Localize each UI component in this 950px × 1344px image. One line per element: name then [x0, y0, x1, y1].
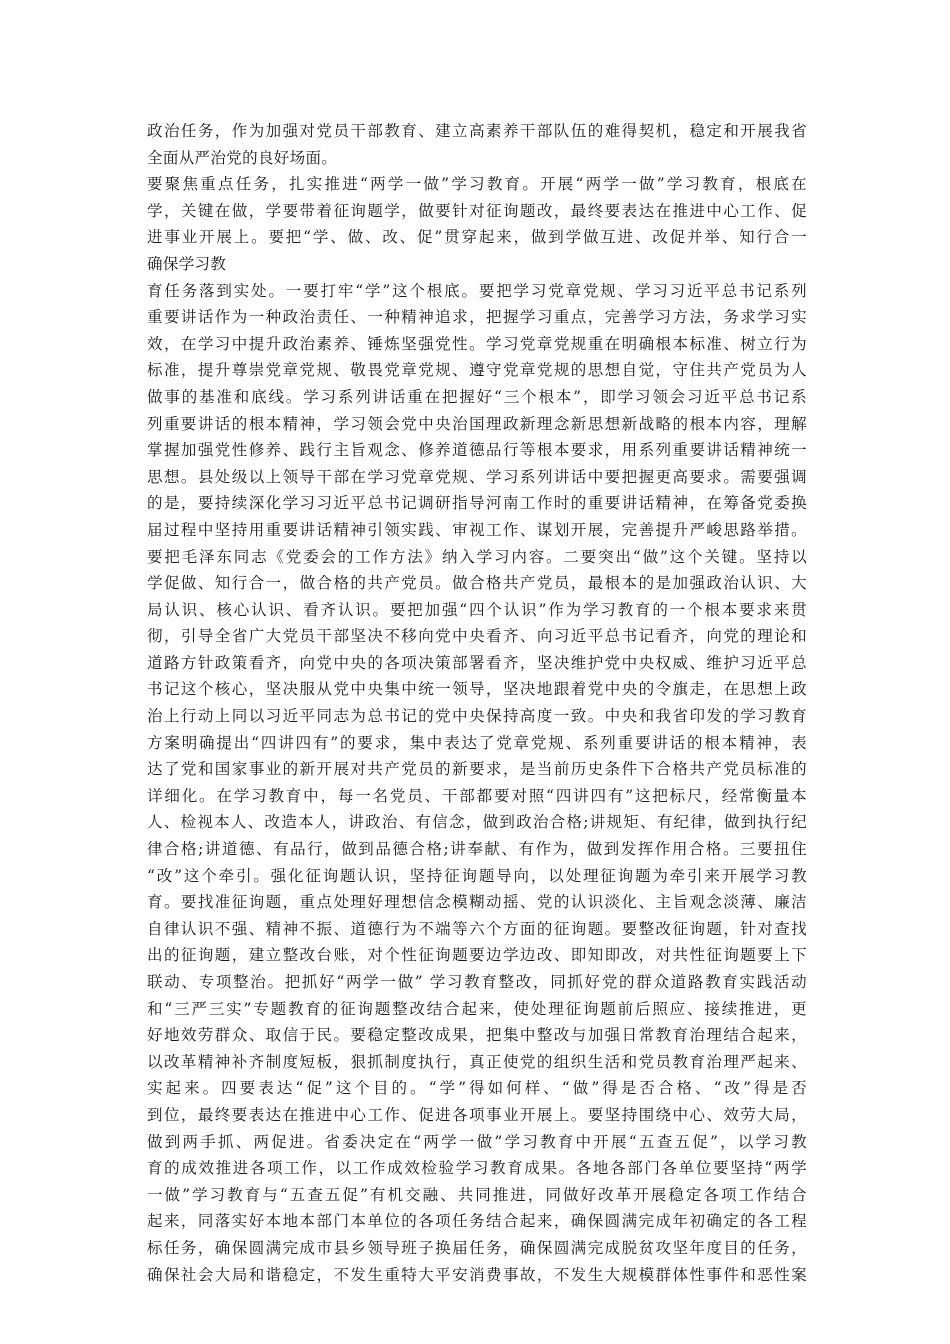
text-line: 的是，要持续深化学习习近平总书记调研指导河南工作时的重要讲话精神，在筹备党委换	[147, 494, 807, 513]
text-line: 起来，同落实好本地本部门本单位的各项任务结合起来，确保圆满完成年初确定的各工程	[147, 1212, 807, 1231]
text-line: 学促做、知行合一，做合格的共产党员。做合格共产党员，最根本的是加强政治认识、大	[147, 574, 807, 593]
text-line: 以改革精神补齐制度短板，狠抓制度执行，真正使党的组织生活和党员教育治理严起来、	[147, 1052, 807, 1071]
text-line: 达了党和国家事业的新开展对共产党员的新要求，是当前历史条件下合格共产党员标准的	[147, 760, 807, 779]
text-line: 届过程中坚持用重要讲话精神引领实践、审视工作、谋划开展，完善提升严峻思路举措。	[147, 520, 807, 539]
text-line: 自律认识不强、精神不振、道德行为不端等六个方面的征询题。要整改征询题，针对查找	[147, 919, 807, 938]
text-line: 效，在学习中提升政治素养、锤炼坚强党性。学习党章党规重在明确根本标准、树立行为	[147, 334, 807, 353]
text-line: 出的征询题，建立整改台账，对个性征询题要边学边改、即知即改，对共性征询题要上下	[147, 946, 807, 965]
text-line: 掌握加强党性修养、践行主旨观念、修养道德品行等根本要求，用系列重要讲话精神统一	[147, 441, 807, 460]
document-body	[147, 118, 807, 1288]
text-line: 详细化。在学习教育中，每一名党员、干部都要对照“四讲四有”这把标尺，经常衡量本	[147, 786, 807, 805]
text-line: 一做”学习教育与“五查五促”有机交融、共同推进，同做好改革开展稳定各项工作结合	[147, 1185, 807, 1204]
text-line: 育的成效推进各项工作，以工作成效检验学习教育成果。各地各部门各单位要坚持“两学	[147, 1159, 807, 1178]
text-line: 确保学习教	[147, 254, 227, 273]
text-line: 和“三严三实”专题教育的征询题整改结合起来，使处理征询题前后照应、接续推进，更	[147, 999, 807, 1018]
text-line: 做事的基准和底线。学习系列讲话重在把握好“三个根本”，即学习领会习近平总书记系	[147, 387, 807, 406]
text-line: 局认识、核心认识、看齐认识。要把加强“四个认识”作为学习教育的一个根本要求来贯	[147, 600, 807, 619]
text-line: 重要讲话作为一种政治责任、一种精神追求，把握学习重点，完善学习方法，务求学习实	[147, 308, 807, 327]
text-line: 育。要找准征询题，重点处理好理想信念模糊动摇、党的认识淡化、主旨观念淡薄、廉洁	[147, 893, 807, 912]
text-line: 标准，提升尊崇党章党规、敬畏党章党规、遵守党章党规的思想自觉，守住共产党员为人	[147, 361, 807, 380]
text-line: 方案明确提出“四讲四有”的要求，集中表达了党章党规、系列重要讲话的根本精神，表	[147, 733, 807, 752]
text-line: 律合格;讲道德、有品行，做到品德合格;讲奉献、有作为，做到发挥作用合格。三要扭住	[147, 840, 807, 859]
text-line: 育任务落到实处。一要打牢“学”这个根底。要把学习党章党规、学习习近平总书记系列	[147, 281, 807, 300]
text-line: 思想。县处级以上领导干部在学习党章党规、学习系列讲话中要把握更高要求。需要强调	[147, 467, 807, 486]
text-line: 政治任务，作为加强对党员干部教育、建立高素养干部队伍的难得契机，稳定和开展我省	[147, 122, 807, 140]
text-line: 做到两手抓、两促进。省委决定在“两学一做”学习教育中开展“五查五促”，以学习教	[147, 1132, 807, 1151]
text-line: 道路方针政策看齐，向党中央的各项决策部署看齐，坚决维护党中央权威、维护习近平总	[147, 653, 807, 672]
text-line: 列重要讲话的根本精神，学习领会党中央治国理政新理念新思想新战略的根本内容，理解	[147, 414, 807, 433]
text-line: “改”这个牵引。强化征询题认识，坚持征询题导向，以处理征询题为牵引来开展学习教	[147, 866, 807, 885]
text-line: 标任务，确保圆满完成市县乡领导班子换届任务，确保圆满完成脱贫攻坚年度目的任务，	[147, 1238, 807, 1257]
text-line: 好地效劳群众、取信于民。要稳定整改成果，把集中整改与加强日常教育治理结合起来，	[147, 1026, 807, 1045]
text-line: 彻，引导全省广大党员干部坚决不移向党中央看齐、向习近平总书记看齐，向党的理论和	[147, 627, 807, 646]
text-line: 确保社会大局和谐稳定，不发生重特大平安消费事故，不发生大规模群体性事件和恶性案	[147, 1265, 807, 1284]
text-line: 要聚焦重点任务，扎实推进“两学一做”学习教育。开展“两学一做”学习教育，根底在	[147, 175, 807, 194]
text-line: 治上行动上同以习近平同志为总书记的党中央保持高度一致。中央和我省印发的学习教育	[147, 707, 807, 726]
text-line: 学，关键在做，学要带着征询题学，做要针对征询题改，最终要表达在推进中心工作、促	[147, 201, 807, 220]
text-line: 联动、专项整治。把抓好“两学一做” 学习教育整改，同抓好党的群众道路教育实践活动	[147, 973, 807, 991]
text-line: 人、检视本人、改造本人，讲政治、有信念，做到政治合格;讲规矩、有纪律，做到执行纪	[147, 813, 807, 832]
text-line: 到位，最终要表达在推进中心工作、促进各项事业开展上。要坚持围绕中心、效劳大局，	[147, 1105, 807, 1124]
text-line: 实起来。四要表达“促”这个目的。“学”得如何样、“做”得是否合格、“改”得是否	[147, 1079, 807, 1098]
text-line: 全面从严治党的良好场面。	[147, 148, 338, 167]
text-line: 要把毛泽东同志《党委会的工作方法》纳入学习内容。二要突出“做”这个关键。坚持以	[147, 547, 807, 566]
text-line: 书记这个核心，坚决服从党中央集中统一领导，坚决地跟着党中央的令旗走，在思想上政	[147, 680, 807, 699]
text-line: 进事业开展上。要把“学、做、改、促”贯穿起来，做到学做互进、改促并举、知行合一	[147, 228, 807, 247]
